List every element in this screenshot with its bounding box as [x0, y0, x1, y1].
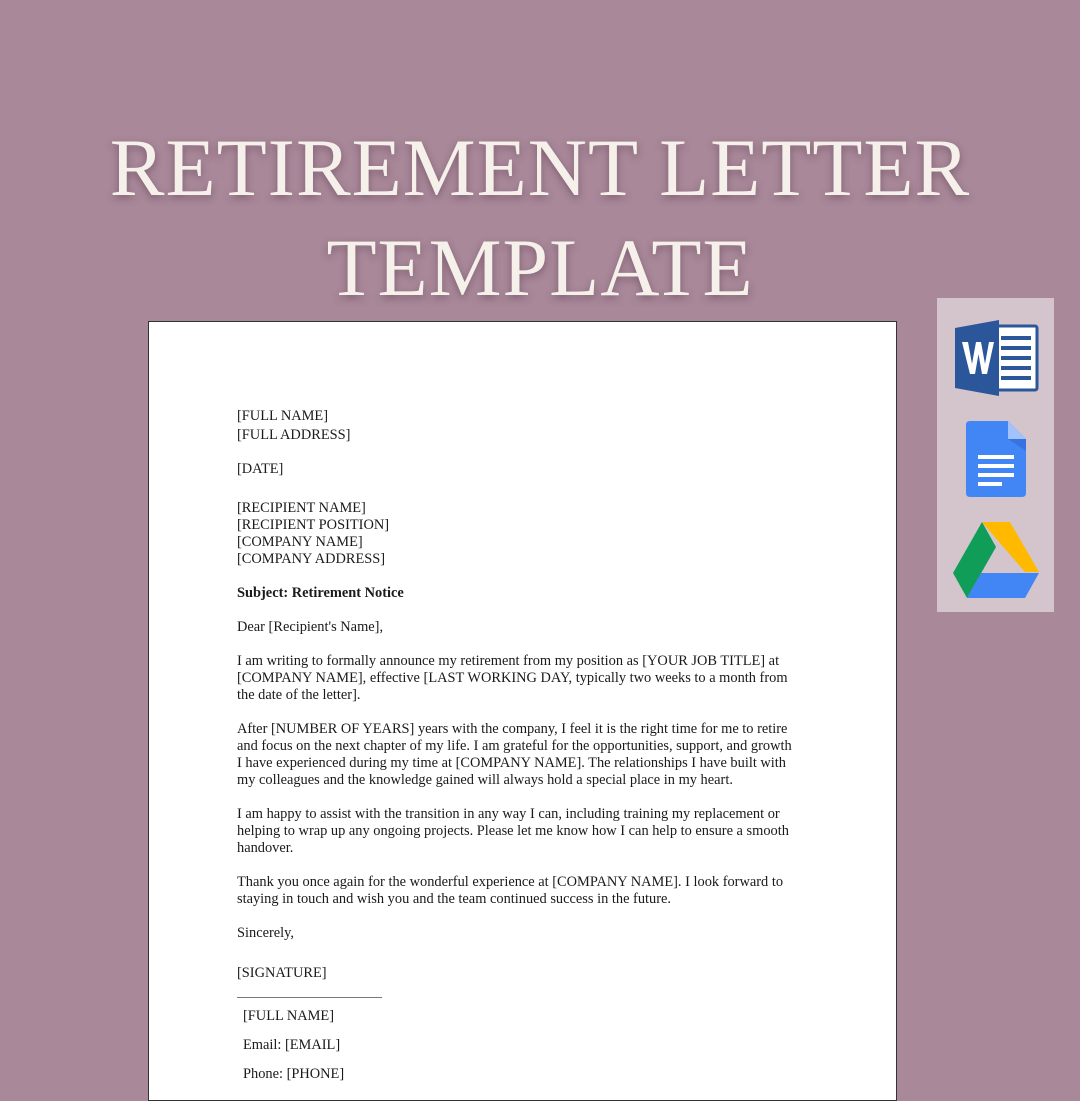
recipient-position: [RECIPIENT POSITION]	[237, 517, 390, 533]
paragraph-line: helping to wrap up any ongoing projects. Please let me know how I can help to ensure a smooth	[237, 823, 789, 839]
sender-address: [FULL ADDRESS]	[237, 427, 351, 443]
recipient-company: [COMPANY NAME]	[237, 534, 363, 550]
paragraph-line: I have experienced during my time at [COMPANY NAME]. The relationships I have built with	[237, 755, 786, 771]
page-title	[0, 118, 1080, 318]
signature-line	[237, 997, 382, 998]
paragraph-1	[237, 653, 817, 704]
contact-block	[237, 1008, 817, 1083]
paragraph-line: my colleagues and the knowledge gained will always hold a special place in my heart.	[237, 772, 733, 788]
paragraph-line: I am writing to formally announce my retirement from my position as [YOUR JOB TITLE] at	[237, 653, 780, 669]
signer-full-name: [FULL NAME]	[243, 1008, 334, 1024]
paragraph-3	[237, 806, 817, 857]
title-line-1: RETIREMENT LETTER	[109, 122, 971, 213]
letter-document	[148, 321, 897, 1101]
paragraph-line: the date of the letter].	[237, 687, 361, 703]
paragraph-line: and focus on the next chapter of my life. I am grateful for the opportunities, support, and growth	[237, 738, 792, 754]
letter-subject: Subject: Retirement Notice	[237, 585, 404, 601]
google-docs-icon	[966, 421, 1026, 497]
sender-name: [FULL NAME]	[237, 408, 328, 424]
word-icon	[953, 320, 1039, 396]
recipient-address: [COMPANY ADDRESS]	[237, 551, 386, 567]
letter-greeting: Dear [Recipient's Name],	[237, 619, 384, 635]
paragraph-line: I am happy to assist with the transition in any way I can, including training my replacement or	[237, 806, 780, 822]
paragraph-2	[237, 721, 817, 789]
paragraph-line: [COMPANY NAME], effective [LAST WORKING DAY, typically two weeks to a month from	[237, 670, 788, 686]
format-icons-panel	[937, 298, 1054, 612]
paragraph-line: Thank you once again for the wonderful experience at [COMPANY NAME]. I look forward to	[237, 874, 784, 890]
paragraph-line: handover.	[237, 840, 294, 856]
signer-email: Email: [EMAIL]	[243, 1037, 341, 1053]
letter-body	[237, 408, 817, 1095]
letter-date: [DATE]	[237, 461, 284, 477]
title-line-2: TEMPLATE	[326, 222, 754, 313]
paragraph-line: After [NUMBER OF YEARS] years with the company, I feel it is the right time for me to retire	[237, 721, 788, 737]
google-drive-icon	[953, 522, 1039, 598]
signature-placeholder: [SIGNATURE]	[237, 965, 327, 981]
paragraph-line: staying in touch and wish you and the team continued success in the future.	[237, 891, 672, 907]
signer-phone: Phone: [PHONE]	[243, 1066, 345, 1082]
letter-closing: Sincerely,	[237, 925, 295, 941]
paragraph-4	[237, 874, 817, 908]
recipient-name: [RECIPIENT NAME]	[237, 500, 366, 516]
